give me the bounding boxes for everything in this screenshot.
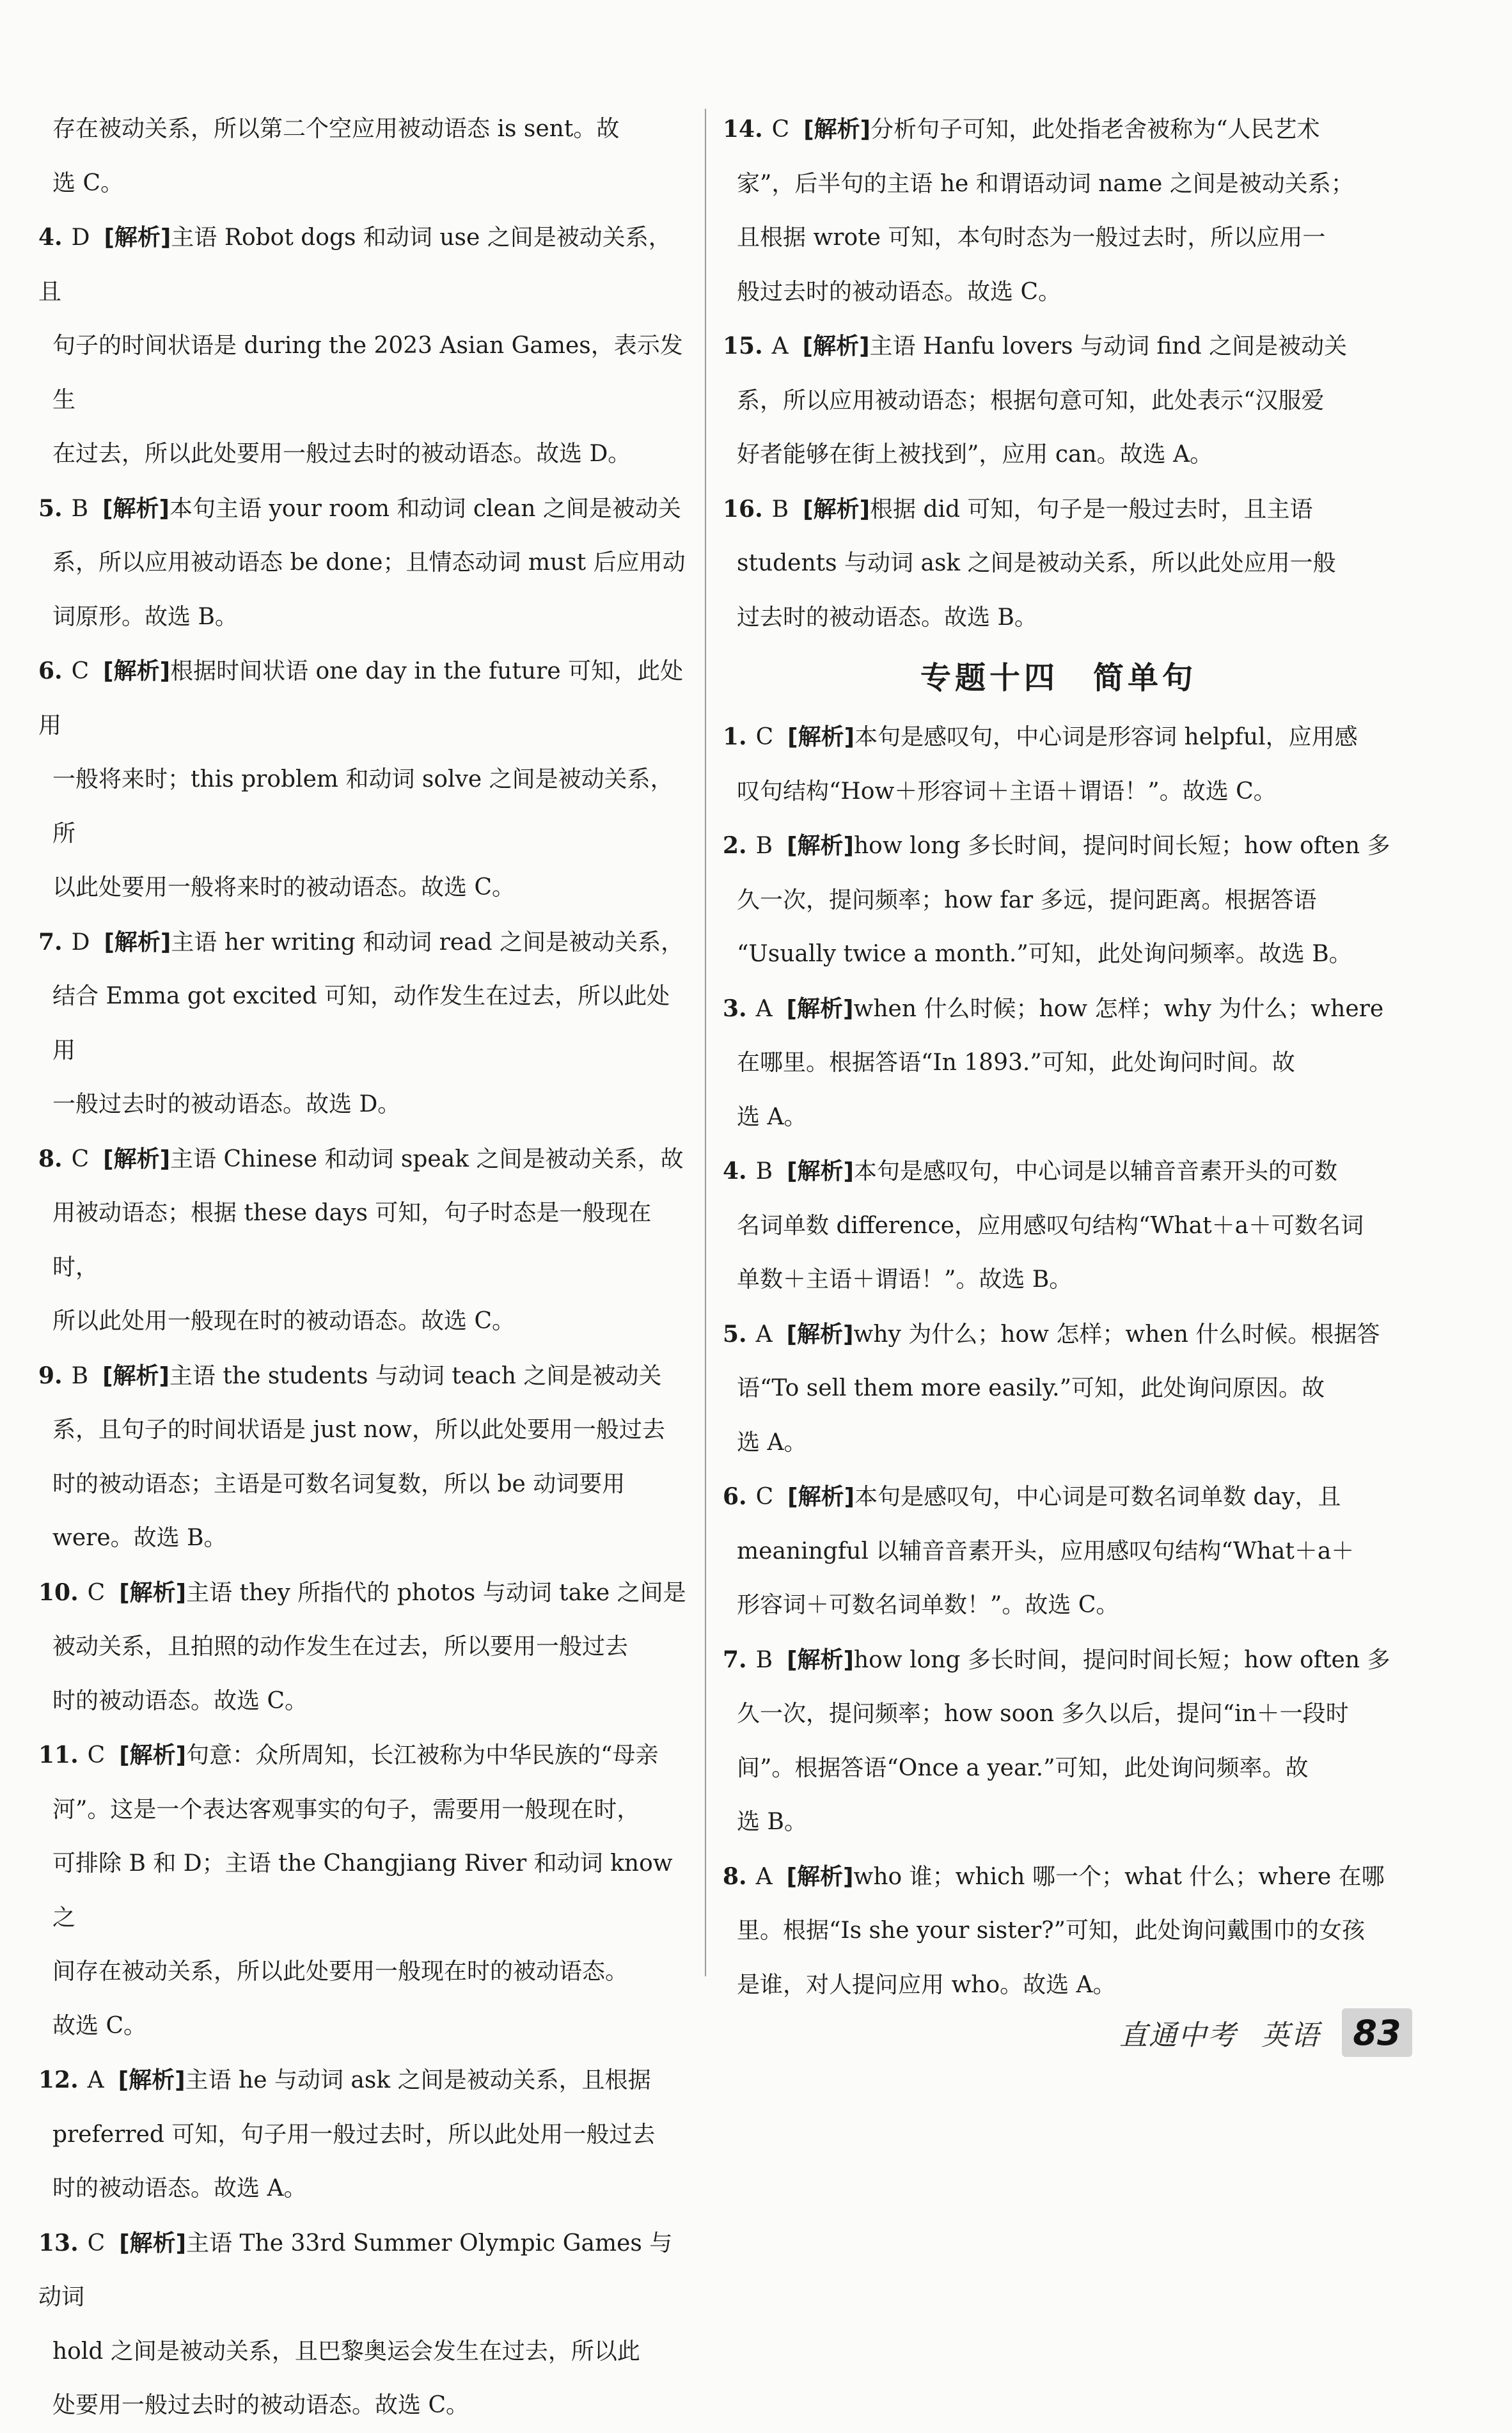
analysis-tag: [解析] <box>103 658 171 684</box>
answer-item <box>38 1132 688 1349</box>
answer-line <box>723 1579 1394 1633</box>
answer-line <box>723 319 1394 374</box>
answer-line <box>723 537 1394 591</box>
answer-line <box>723 1307 1394 1362</box>
answer-text: 是谁，对人提问应用 who。故选 A。 <box>737 1971 1116 1998</box>
answer-line <box>723 1362 1394 1416</box>
answer-text: 久一次，提问频率；how soon 多久以后，提问“in＋一段时 <box>737 1701 1349 1727</box>
answer-line <box>38 1945 688 1999</box>
answer-text: 选 A。 <box>737 1429 807 1456</box>
answer-line <box>38 1295 688 1349</box>
answer-text: 家”，后半句的主语 he 和谓语动词 name 之间是被动关系； <box>737 170 1354 197</box>
answer-text: 河”。这是一个表达客观事实的句子，需要用一般现在时， <box>52 1796 640 1823</box>
answer-choice: B <box>755 1646 773 1673</box>
answer-text: 单数＋主语＋谓语！”。故选 B。 <box>737 1266 1073 1293</box>
answer-line <box>38 536 688 590</box>
answer-text: meaningful 以辅音音素开头，应用感叹句结构“What＋a＋ <box>737 1538 1355 1564</box>
section-title: 专题十四 简单句 <box>920 660 1197 696</box>
question-number: 9. <box>38 1362 63 1389</box>
question-number: 6. <box>723 1483 747 1510</box>
question-number: 2. <box>723 832 747 859</box>
answer-text: 主语 her writing 和动词 read 之间是被动关系， <box>171 929 684 956</box>
answer-text: 在过去，所以此处要用一般过去时的被动语态。故选 D。 <box>52 441 631 467</box>
answer-line <box>723 102 1394 157</box>
analysis-tag: [解析] <box>786 1863 854 1890</box>
answer-line <box>723 428 1394 482</box>
answer-list-simple-sentence <box>723 710 1394 2012</box>
answer-line <box>723 1253 1394 1307</box>
answer-item <box>723 1307 1394 1470</box>
answer-text: 选 C。 <box>52 169 123 196</box>
analysis-tag: [解析] <box>787 1646 854 1673</box>
answer-choice: C <box>755 724 774 750</box>
answer-choice: D <box>71 224 90 251</box>
answer-text: 词原形。故选 B。 <box>52 603 238 630</box>
question-number: 14. <box>723 116 763 143</box>
answer-choice: A <box>755 1863 773 1890</box>
answer-line <box>38 427 688 482</box>
answer-item <box>723 1144 1394 1307</box>
analysis-tag: [解析] <box>119 2230 187 2256</box>
answer-line <box>723 1144 1394 1199</box>
answer-line <box>723 1958 1394 2013</box>
answer-item <box>723 319 1394 482</box>
answer-item <box>38 1566 688 1729</box>
answer-text: 间存在被动关系，所以此处要用一般现在时的被动语态。 <box>52 1958 629 1985</box>
answer-item <box>723 710 1394 819</box>
answer-line <box>723 927 1394 982</box>
subject-label: 英语 <box>1261 2019 1320 2052</box>
answer-line <box>38 157 688 211</box>
answer-line <box>38 753 688 861</box>
answer-line <box>723 374 1394 429</box>
answer-choice: B <box>771 496 789 523</box>
question-number: 1. <box>723 723 747 750</box>
answer-text: 系，且句子的时间状语是 just now，所以此处要用一般过去 <box>52 1417 665 1443</box>
answer-line <box>723 157 1394 212</box>
question-number: 6. <box>38 657 63 684</box>
answer-text: 过去时的被动语态。故选 B。 <box>737 604 1037 631</box>
answer-choice: B <box>755 833 773 859</box>
answer-text: 好者能够在街上被找到”，应用 can。故选 A。 <box>737 441 1213 468</box>
answer-text: how long 多长时间，提问时间长短；how often 多 <box>853 1646 1390 1673</box>
answer-item <box>723 102 1394 319</box>
answer-text: 在哪里。根据答语“In 1893.”可知，此处询问时间。故 <box>737 1050 1295 1076</box>
answer-line <box>723 819 1394 874</box>
analysis-tag: [解析] <box>803 496 870 523</box>
analysis-tag: [解析] <box>787 833 854 859</box>
answer-line <box>38 319 688 427</box>
question-number: 8. <box>38 1145 63 1172</box>
answer-text: 时的被动语态；主语是可数名词复数，所以 be 动词要用 <box>52 1470 626 1497</box>
answer-text: 本句是感叹句，中心词是形容词 helpful，应用感 <box>854 724 1358 750</box>
analysis-tag: [解析] <box>102 495 169 522</box>
answer-line <box>38 644 688 753</box>
answer-text: 用被动语态；根据 these days 可知，句子时态是一般现在时， <box>52 1200 652 1280</box>
answer-item <box>38 482 688 645</box>
answer-text: 般过去时的被动语态。故选 C。 <box>737 278 1061 305</box>
answer-line <box>723 1687 1394 1742</box>
answer-choice: B <box>755 1158 773 1185</box>
question-number: 11. <box>38 1742 79 1768</box>
answer-text: 系，所以应用被动语态 be done；且情态动词 must 后应用动 <box>52 549 686 576</box>
question-number: 5. <box>723 1320 747 1348</box>
answer-text: 主语 Hanfu lovers 与动词 find 之间是被动关 <box>869 333 1348 359</box>
answer-text: 句子的时间状语是 during the 2023 Asian Games，表示发生 <box>52 333 683 413</box>
answer-line <box>723 265 1394 320</box>
answer-text: 主语 Chinese 和动词 speak 之间是被动关系，故 <box>170 1146 684 1172</box>
answer-line <box>38 1566 688 1621</box>
answer-choice: C <box>71 658 90 684</box>
answer-line <box>38 1728 688 1783</box>
answer-item <box>38 2053 688 2216</box>
answer-item <box>723 1470 1394 1633</box>
answer-text: how long 多长时间，提问时间长短；how often 多 <box>853 833 1390 859</box>
answer-choice: B <box>71 495 89 522</box>
answer-text: preferred 可知，句子用一般过去时，所以此处用一般过去 <box>52 2121 656 2148</box>
answer-choice: A <box>755 995 773 1022</box>
answer-text: 选 B。 <box>737 1809 807 1835</box>
answer-line <box>38 210 688 319</box>
answer-item <box>723 819 1394 982</box>
question-number: 7. <box>38 928 63 956</box>
answer-text: hold 之间是被动关系，且巴黎奥运会发生在过去，所以此 <box>52 2338 640 2365</box>
answer-line <box>38 2325 688 2379</box>
answer-text: who 谁；which 哪一个；what 什么；where 在哪 <box>853 1863 1385 1890</box>
answer-line <box>38 970 688 1078</box>
answer-text: 主语 the students 与动词 teach 之间是被动关 <box>169 1362 662 1389</box>
answer-text: 处要用一般过去时的被动语态。故选 C。 <box>52 2392 469 2418</box>
answer-line <box>723 1091 1394 1145</box>
analysis-tag: [解析] <box>786 1321 854 1348</box>
answer-line <box>38 2379 688 2433</box>
answer-text: 根据 did 可知，句子是一般过去时，且主语 <box>870 496 1313 523</box>
answer-item <box>723 1850 1394 2013</box>
answer-text: “Usually twice a month.”可知，此处询问频率。故选 B。 <box>737 941 1352 967</box>
answer-item <box>723 1633 1394 1850</box>
page-footer <box>1119 2008 1412 2057</box>
question-number: 12. <box>38 2067 79 2093</box>
answer-line <box>723 1416 1394 1470</box>
answer-line <box>38 1620 688 1674</box>
answer-text: 时的被动语态。故选 A。 <box>52 2175 307 2201</box>
answer-choice: C <box>755 1484 774 1510</box>
answer-text: 本句主语 your room 和动词 clean 之间是被动关 <box>169 495 681 522</box>
answer-line <box>723 211 1394 265</box>
answer-text: 主语 they 所指代的 photos 与动词 take 之间是 <box>186 1579 686 1606</box>
answer-line <box>38 1458 688 1512</box>
answer-text: 系，所以应用被动语态；根据句意可知，此处表示“汉服爱 <box>737 387 1325 414</box>
left-column <box>38 102 688 2433</box>
right-column <box>723 102 1394 2012</box>
question-number: 5. <box>38 494 63 522</box>
analysis-tag: [解析] <box>104 929 171 956</box>
answer-line <box>723 1525 1394 1579</box>
answer-item <box>38 1349 688 1566</box>
answer-text: 选 A。 <box>737 1103 807 1130</box>
answer-line <box>723 591 1394 645</box>
answer-item <box>38 2216 688 2433</box>
answer-line <box>723 874 1394 928</box>
analysis-tag: [解析] <box>102 1362 169 1389</box>
answer-text: 一般将来时；this problem 和动词 solve 之间是被动关系，所 <box>52 766 673 847</box>
analysis-tag: [解析] <box>103 1146 171 1172</box>
answer-line <box>38 861 688 915</box>
answer-choice: C <box>87 2230 106 2256</box>
answer-text: 里。根据“Is she your sister?”可知，此处询问戴围巾的女孩 <box>737 1917 1365 1944</box>
answer-line <box>38 1511 688 1566</box>
answer-line <box>38 915 688 970</box>
answer-line <box>723 482 1394 537</box>
answer-text: 主语 he 与动词 ask 之间是被动关系，且根据 <box>185 2067 651 2093</box>
question-number: 13. <box>38 2229 79 2256</box>
answer-choice: A <box>87 2067 104 2093</box>
question-number: 10. <box>38 1579 79 1606</box>
answer-text: 久一次，提问频率；how far 多远，提问距离。根据答语 <box>737 886 1317 913</box>
answer-text: 名词单数 difference，应用感叹句结构“What＋a＋可数名词 <box>737 1212 1364 1239</box>
answer-item <box>38 102 688 210</box>
question-number: 8. <box>723 1862 747 1890</box>
answer-line <box>38 590 688 645</box>
answer-line <box>38 1674 688 1729</box>
answer-item <box>38 1728 688 2053</box>
answer-list-passive-voice <box>723 102 1394 645</box>
answer-text: 时的被动语态。故选 C。 <box>52 1687 308 1714</box>
answer-item <box>38 210 688 482</box>
answer-line <box>38 2216 688 2325</box>
answer-line <box>723 1904 1394 1958</box>
answer-choice: A <box>755 1321 773 1348</box>
answer-text: 根据时间状语 one day in the future 可知，此处用 <box>38 658 684 739</box>
answer-text: 本句是感叹句，中心词是可数名词单数 day，且 <box>854 1484 1341 1510</box>
answer-item <box>38 644 688 915</box>
answer-text: were。故选 B。 <box>52 1525 227 1551</box>
answer-text: why 为什么；how 怎样；when 什么时候。根据答 <box>853 1321 1380 1348</box>
analysis-tag: [解析] <box>787 1484 855 1510</box>
answer-line <box>38 1999 688 2054</box>
question-number: 7. <box>723 1646 747 1673</box>
analysis-tag: [解析] <box>803 116 871 143</box>
answer-line <box>723 1470 1394 1525</box>
answer-text: 叹句结构“How＋形容词＋主语＋谓语！”。故选 C。 <box>737 778 1277 805</box>
answer-line <box>723 710 1394 765</box>
answer-line <box>723 1036 1394 1091</box>
answer-text: 句意：众所周知，长江被称为中华民族的“母亲 <box>186 1742 659 1768</box>
answer-text: 分析句子可知，此处指老舍被称为“人民艺术 <box>870 116 1320 143</box>
answer-text: 结合 Emma got excited 可知，动作发生在过去，所以此处用 <box>52 983 670 1064</box>
answer-choice: D <box>71 929 90 956</box>
answer-choice: A <box>771 333 789 359</box>
answer-choice: C <box>87 1742 106 1768</box>
analysis-tag: [解析] <box>787 1158 854 1185</box>
answer-line <box>38 2053 688 2108</box>
answer-line <box>723 982 1394 1037</box>
answer-text: 间”。根据答语“Once a year.”可知，此处询问频率。故 <box>737 1754 1309 1781</box>
answer-text: 主语 Robot dogs 和动词 use 之间是被动关系，且 <box>38 224 672 305</box>
analysis-tag: [解析] <box>104 224 171 251</box>
answer-choice: C <box>87 1579 106 1606</box>
answer-text: 形容词＋可数名词单数！”。故选 C。 <box>737 1592 1119 1618</box>
answer-text: 主语 The 33rd Summer Olympic Games 与动词 <box>38 2230 673 2310</box>
answer-line <box>723 1199 1394 1254</box>
answer-line <box>723 1850 1394 1905</box>
answer-line <box>38 2162 688 2216</box>
question-number: 3. <box>723 995 747 1022</box>
answer-text: when 什么时候；how 怎样；why 为什么；where <box>853 995 1384 1022</box>
answer-text: 存在被动关系，所以第二个空应用被动语态 is sent。故 <box>52 116 620 142</box>
answer-choice: B <box>71 1362 89 1389</box>
question-number: 4. <box>723 1158 747 1185</box>
answer-text: 被动关系，且拍照的动作发生在过去，所以要用一般过去 <box>52 1634 629 1660</box>
answer-item <box>723 982 1394 1145</box>
answer-line <box>38 1078 688 1132</box>
answer-line <box>38 1186 688 1295</box>
answer-line <box>38 102 688 157</box>
answer-choice: C <box>771 116 790 143</box>
question-number: 15. <box>723 333 763 359</box>
answer-line <box>723 1795 1394 1850</box>
answer-line <box>723 765 1394 819</box>
answer-line <box>723 1742 1394 1796</box>
answer-text: 且根据 wrote 可知，本句时态为一般过去时，所以应用一 <box>737 224 1326 251</box>
analysis-tag: [解析] <box>802 333 870 359</box>
answer-choice: C <box>71 1146 90 1172</box>
answer-text: 故选 C。 <box>52 2012 146 2039</box>
answer-line <box>38 1837 688 1945</box>
analysis-tag: [解析] <box>787 724 855 750</box>
answer-text: 一般过去时的被动语态。故选 D。 <box>52 1091 401 1117</box>
page-number: 83 <box>1342 2008 1412 2057</box>
answer-text: 以此处要用一般将来时的被动语态。故选 C。 <box>52 874 515 901</box>
answer-line <box>38 1783 688 1838</box>
answer-item <box>38 915 688 1132</box>
answer-text: 所以此处用一般现在时的被动语态。故选 C。 <box>52 1308 515 1334</box>
answer-line <box>38 1403 688 1458</box>
answer-text: 可排除 B 和 D；主语 the Changjiang River 和动词 know 之 <box>52 1850 673 1931</box>
analysis-tag: [解析] <box>119 1742 187 1768</box>
answer-line <box>38 1132 688 1187</box>
question-number: 16. <box>723 495 763 523</box>
answer-line <box>38 2108 688 2162</box>
analysis-tag: [解析] <box>119 1579 187 1606</box>
question-number: 4. <box>38 224 63 251</box>
answer-text: 本句是感叹句，中心词是以辅音音素开头的可数 <box>853 1158 1337 1185</box>
analysis-tag: [解析] <box>118 2067 185 2093</box>
answer-line <box>723 1633 1394 1688</box>
answer-item <box>723 482 1394 645</box>
analysis-tag: [解析] <box>786 995 854 1022</box>
answer-text: 语“To sell them more easily.”可知，此处询问原因。故 <box>737 1375 1325 1401</box>
column-divider <box>705 109 706 1976</box>
book-title: 直通中考 <box>1119 2019 1237 2052</box>
answer-text: students 与动词 ask 之间是被动关系，所以此处应用一般 <box>737 550 1336 576</box>
answer-line <box>38 482 688 537</box>
answer-line <box>38 1349 688 1404</box>
